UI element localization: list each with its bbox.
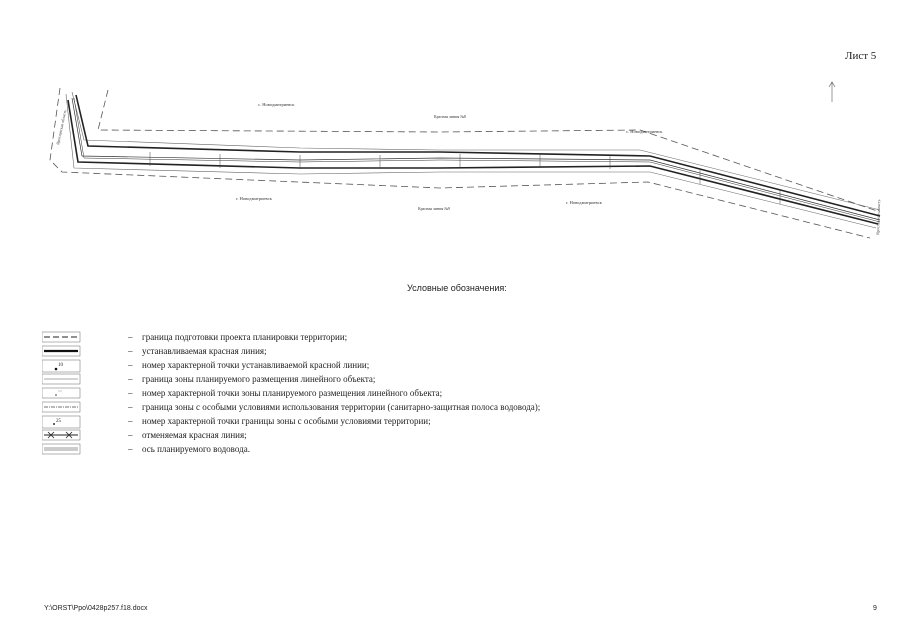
legend-symbol-pipeline-axis <box>42 443 82 457</box>
legend-symbol-cancelled-red-line <box>42 429 82 443</box>
legend-point-zone-label: 25 <box>56 419 61 424</box>
legend-text-special-zone-point: номер характерной точки границы зоны с особыми условиями территории; <box>142 416 431 426</box>
zone-line-1 <box>72 92 880 210</box>
legend-text-red-line: устанавливаемая красная линия; <box>142 346 267 356</box>
legend-text-red-line-point: номер характерной точки устанавливаемой красной линии; <box>142 360 370 370</box>
legend-symbol-planning-boundary <box>42 331 82 345</box>
legend-symbol-special-zone-point <box>42 415 82 429</box>
footer-file-path: Y:\ORST\Ppo\0428p257.f18.docx <box>44 605 148 612</box>
sheet-number: Лист 5 <box>845 50 877 62</box>
legend-symbol-planned-zone-point <box>42 387 82 401</box>
legend-text-special-zone: граница зоны с особыми условиями использования территории (санитарно-защитная полоса водовода); <box>142 402 541 412</box>
label-street-top-right: с. Новодмитриевск <box>626 129 663 134</box>
legend <box>42 331 602 457</box>
legend-symbol-special-zone <box>42 401 82 415</box>
planning-boundary-top <box>98 90 880 212</box>
legend-point-red-label: 10 <box>58 363 63 368</box>
legend-row-planned-zone-point: – номер характерной точки зоны планируемого размещения линейного объекта; <box>42 387 602 401</box>
legend-row-special-zone: – граница зоны с особыми условиями использования территории (санитарно-защитная полоса водовода); <box>42 401 602 415</box>
red-line-top <box>76 95 880 216</box>
legend-symbol-red-line-point <box>42 359 82 373</box>
pipeline-axis <box>72 98 880 220</box>
legend-text-planned-zone-point: номер характерной точки зоны планируемого размещения линейного объекта; <box>142 388 443 398</box>
page-number: 9 <box>873 605 877 612</box>
legend-symbol-planned-zone <box>42 373 82 387</box>
label-street-bottom-left: г. Новодмитриевск <box>236 196 272 201</box>
legend-row-planning-boundary: – граница подготовки проекта планировки территории; <box>42 331 602 345</box>
legend-row-special-zone-point: 25 – номер характерной точки границы зоны с особыми условиями территории; <box>42 415 602 429</box>
label-right-vertical: Ярославская область <box>875 199 882 236</box>
legend-text-planning-boundary: граница подготовки проекта планировки территории; <box>142 332 348 342</box>
label-street-top-left: с. Новодмитриевск <box>258 102 295 107</box>
legend-symbol-red-line <box>42 345 82 359</box>
plan-drawing <box>0 0 905 270</box>
label-red-line-top: Красная линия №8 <box>434 114 467 119</box>
pipeline-axis-2 <box>74 98 880 222</box>
label-street-bottom-right: г. Новодмитриевск <box>566 200 602 205</box>
label-left-vertical: Ярославская область <box>55 109 68 146</box>
legend-title: Условные обозначения: <box>407 283 507 293</box>
legend-text-pipeline-axis: ось планируемого водовода. <box>142 444 250 454</box>
legend-text-planned-zone: граница зоны планируемого размещения линейного объекта; <box>142 374 376 384</box>
legend-row-red-line: – устанавливаемая красная линия; <box>42 345 602 359</box>
north-arrow-icon <box>829 82 835 102</box>
legend-row-red-line-point: 10 – номер характерной точки устанавливаемой красной линии; <box>42 359 602 373</box>
legend-row-cancelled-red-line: – отменяемая красная линия; <box>42 429 602 443</box>
legend-row-pipeline-axis: – ось планируемого водовода. <box>42 443 602 457</box>
legend-text-cancelled-red-line: отменяемая красная линия; <box>142 430 247 440</box>
label-red-line-bottom: Красная линия №9 <box>418 206 451 211</box>
zone-line-2 <box>66 94 876 228</box>
legend-row-planned-zone: – граница зоны планируемого размещения линейного объекта; <box>42 373 602 387</box>
red-line-bottom <box>68 100 878 224</box>
